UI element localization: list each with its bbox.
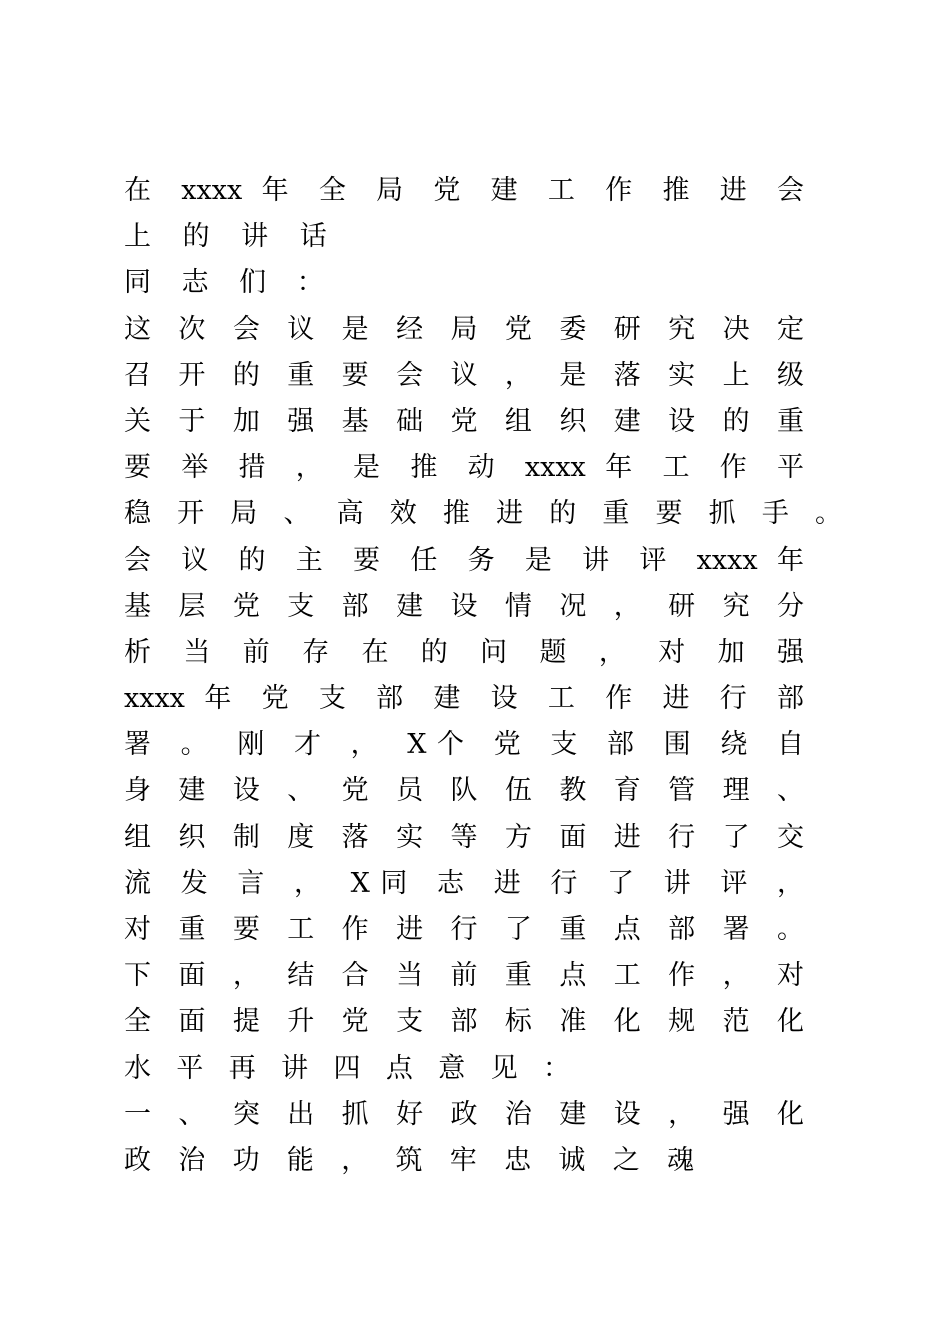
- document-body: [124, 168, 842, 1184]
- body-line: 析 当 前 存 在 的 问 题 ， 对 加 强: [124, 636, 804, 668]
- body-line: 署 。 刚 才 ， X个 党 支 部 围 绕 自: [124, 729, 804, 761]
- body-line: 稳 开 局 、 高 效 推 进 的 重 要 抓 手 。: [124, 498, 842, 530]
- body-line: 要 举 措 ， 是 推 动 xxxx 年 工 作 平: [124, 452, 804, 484]
- title-line-1: 在 xxxx 年 全 局 党 建 工 作 推 进 会: [124, 175, 804, 206]
- body-line: 全 面 提 升 党 支 部 标 准 化 规 范 化: [124, 1006, 804, 1038]
- salutation: 同 志 们 ：: [124, 267, 324, 299]
- body-line: xxxx 年 党 支 部 建 设 工 作 进 行 部: [124, 683, 804, 715]
- body-line: 流 发 言 ， X同 志 进 行 了 讲 评 ，: [124, 867, 804, 899]
- body-line: 基 层 党 支 部 建 设 情 况 ， 研 究 分: [124, 590, 804, 622]
- body-line: 下 面 ， 结 合 当 前 重 点 工 作 ， 对: [124, 960, 804, 992]
- body-line: 这 次 会 议 是 经 局 党 委 研 究 决 定: [124, 313, 804, 345]
- body-line: 会 议 的 主 要 任 务 是 讲 评 xxxx 年: [124, 544, 804, 576]
- title-line-2: 上 的 讲 话: [124, 221, 328, 253]
- body-line: 召 开 的 重 要 会 议 ， 是 落 实 上 级: [124, 359, 804, 391]
- closing-line: 水 平 再 讲 四 点 意 见 ：: [124, 1052, 570, 1084]
- body-line: 关 于 加 强 基 础 党 组 织 建 设 的 重: [124, 405, 804, 437]
- body-line: 对 重 要 工 作 进 行 了 重 点 部 署 。: [124, 914, 804, 945]
- body-line: 身 建 设 、 党 员 队 伍 教 育 管 理 、: [124, 775, 804, 807]
- section-heading-line-2: 政 治 功 能 ， 筑 牢 忠 诚 之 魂: [124, 1144, 694, 1176]
- section-heading-line-1: 一 、 突 出 抓 好 政 治 建 设 ， 强 化: [124, 1098, 804, 1130]
- body-line: 组 织 制 度 落 实 等 方 面 进 行 了 交: [124, 821, 804, 853]
